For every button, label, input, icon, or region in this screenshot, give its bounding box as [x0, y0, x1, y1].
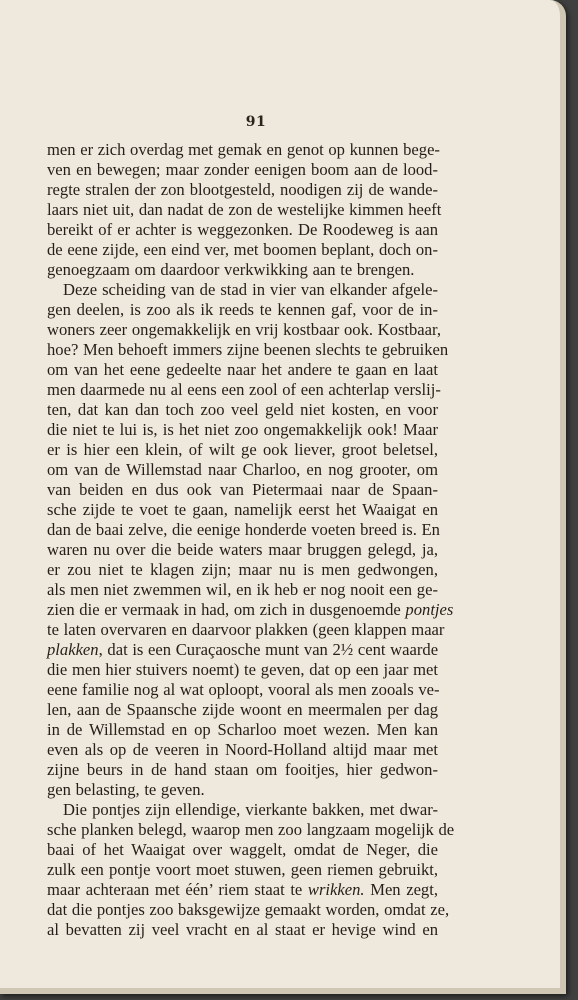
text-line: die men hier stuivers noemt) te geven, dat op een jaar met: [47, 660, 438, 679]
page-number: 91: [245, 114, 267, 130]
text-line: genoegzaam om daardoor verkwikking aan te brengen.: [47, 260, 415, 279]
text-line: al bevatten zij veel vracht en al staat er hevige wind en: [47, 920, 438, 939]
text-line: als men niet zwemmen wil, en ik heb er nog nooit een ge-: [47, 580, 438, 599]
text-line: sche zijde te voet te gaan, namelijk eerst het Waaigat en: [47, 500, 438, 519]
text-line: om van het eene gedeelte naar het andere te gaan en laat: [47, 360, 438, 379]
text-line: er zou niet te klagen zijn; maar nu is men gedwongen,: [47, 560, 438, 579]
text-line: Die pontjes zijn ellendige, vierkante bakken, met dwar-: [63, 800, 438, 819]
text-line: zulk een pontje voort moet stuwen, geen riemen gebruikt,: [47, 860, 438, 879]
text-line: van beiden en dus ook van Pietermaai naar de Spaan-: [47, 480, 438, 499]
text-line: ven en bewegen; maar zonder eenigen boom aan de lood-: [47, 160, 438, 179]
text-line: plakken, dat is een Curaçaosche munt van 2½ cent waarde: [47, 640, 439, 659]
text-line: te laten overvaren en daarvoor plakken (geen klappen maar: [47, 620, 445, 639]
text-line: Deze scheiding van de stad in vier van elkander afgele-: [63, 280, 438, 299]
italic-term: pontjes: [405, 600, 454, 619]
text-line: laars niet uit, dan nadat de zon de westelijke kimmen heeft: [47, 200, 442, 219]
body-text: [47, 140, 455, 940]
italic-term: plakken: [47, 640, 99, 659]
text-line: waren nu over die beide waters maar bruggen gelegd, ja,: [47, 540, 438, 559]
text-line: len, aan de Spaansche zijde woont en meermalen per dag: [47, 700, 438, 719]
text-line: die niet te lui is, is het niet zoo ongemakkelijk ook! Maar: [47, 420, 438, 439]
text-line: hoe? Men behoeft immers zijne beenen slechts te gebruiken: [47, 340, 449, 359]
text-line: men er zich overdag met gemak en genot op kunnen bege-: [47, 140, 440, 159]
text-line: ten, dat kan dan toch zoo veel geld niet kosten, en voor: [47, 400, 438, 419]
text-line: sche planken belegd, waarop men zoo langzaam mogelijk de: [47, 820, 455, 839]
text-line: dat die pontjes zoo baksgewijze gemaakt worden, omdat ze,: [47, 900, 450, 919]
text-line: bereikt of er achter is weggezonken. De Roodeweg is aan: [47, 220, 438, 239]
text-line: om van de Willemstad naar Charloo, en nog grooter, om: [47, 460, 438, 479]
text-line: woners zeer ongemakkelijk en vrij kostbaar ook. Kostbaar,: [47, 320, 442, 339]
text-line: de eene zijde, een eind ver, met boomen beplant, doch on-: [47, 240, 438, 259]
text-line: gen belasting, te geven.: [47, 780, 205, 799]
text-line: gen deelen, is zoo als ik reeds te kennen gaf, voor de in-: [47, 300, 438, 319]
italic-term: wrikken.: [307, 880, 365, 899]
text-line: baai of het Waaigat over waggelt, omdat de Neger, die: [47, 840, 438, 859]
text-line: dan de baai zelve, die eenige honderde voeten breed is. En: [47, 520, 440, 539]
text-line: regte stralen der zon blootgesteld, noodigen zij de wande-: [47, 180, 438, 199]
text-line: zijne beurs in de hand staan om fooitjes, hier gedwon-: [47, 760, 438, 779]
text-line: eene familie nog al wat oploopt, vooral als men zooals ve-: [47, 680, 440, 699]
text-line: in de Willemstad en op Scharloo moet wezen. Men kan: [47, 720, 438, 739]
text-line: even als op de veeren in Noord-Holland altijd maar met: [47, 740, 438, 759]
text-line: maar achteraan met één’ riem staat te wrikken. Men zegt,: [47, 880, 438, 899]
text-line: men daarmede nu al eens een zool of een achterlap verslij-: [47, 380, 441, 399]
text-line: zien die er vermaak in had, om zich in dusgenoemde pontjes: [47, 600, 454, 619]
text-line: er is hier een klein, of wilt ge ook liever, groot beletsel,: [47, 440, 438, 459]
